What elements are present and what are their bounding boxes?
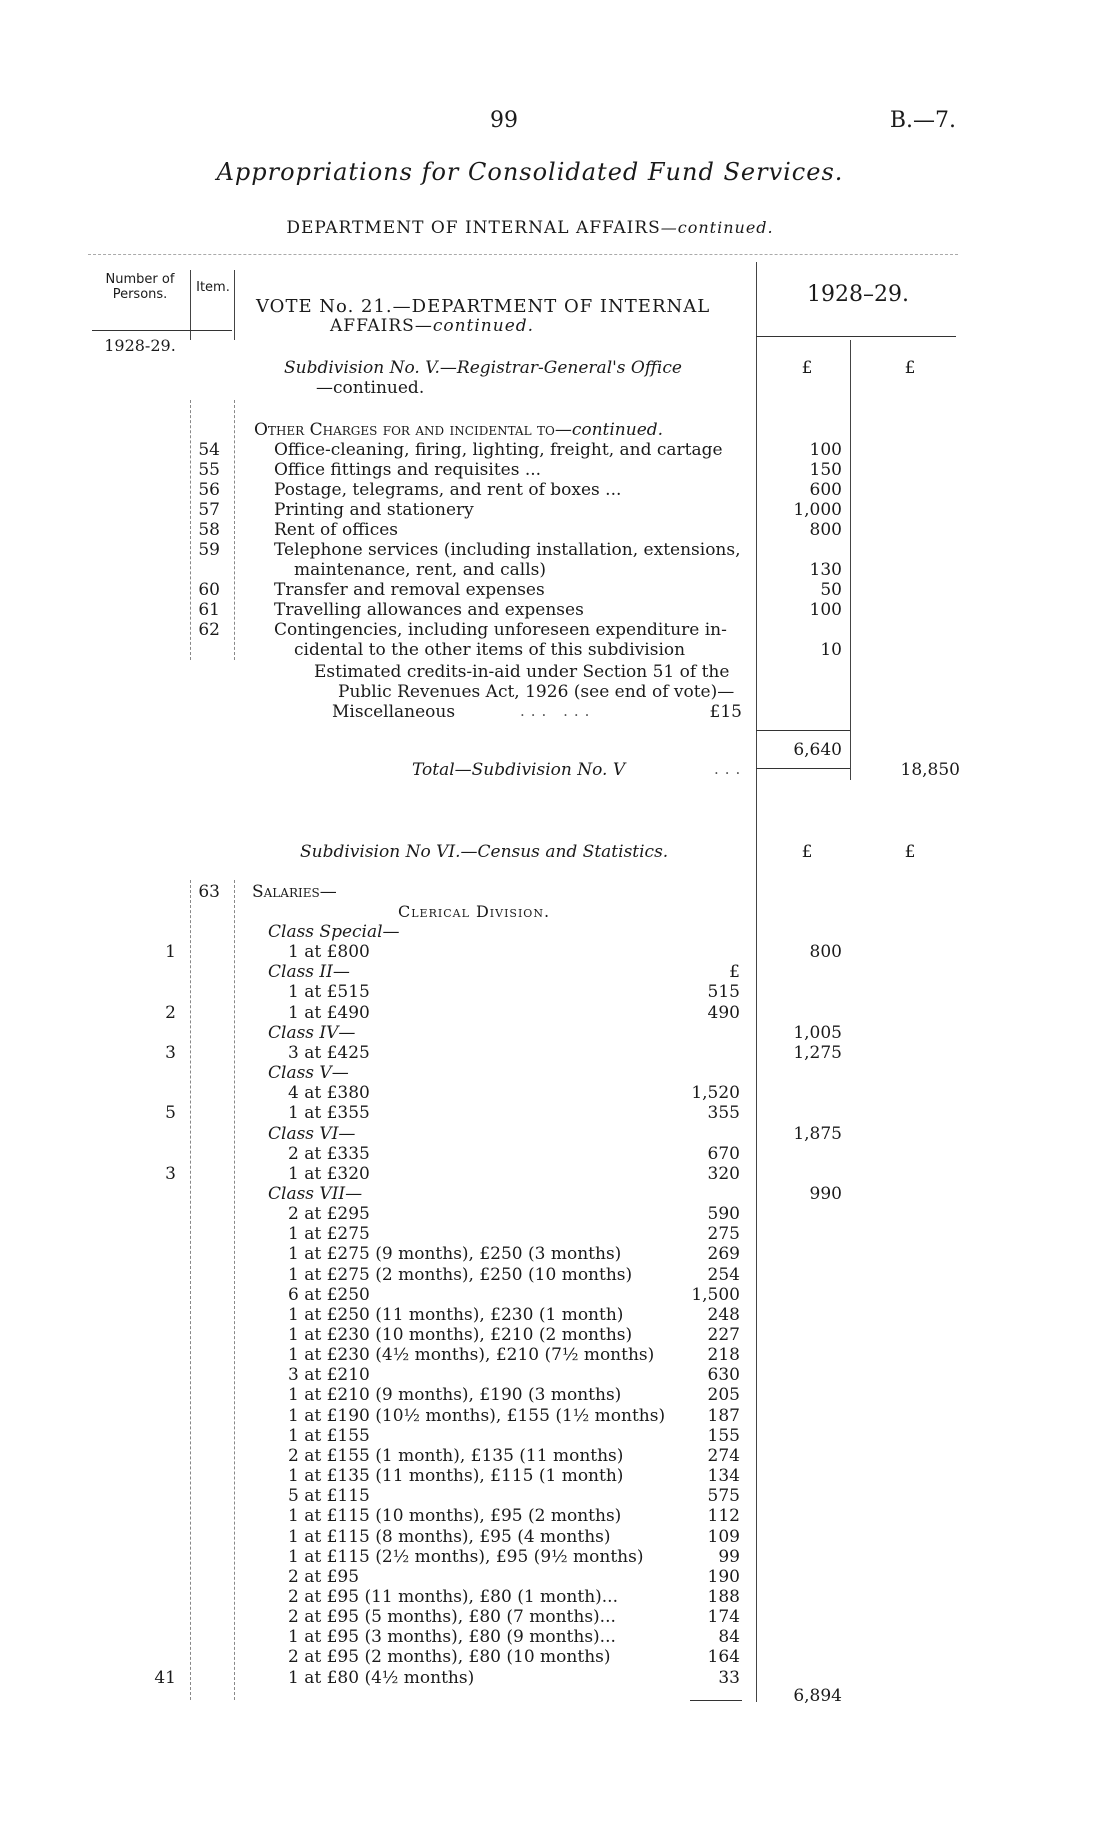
sub6-salary-line: 1 at £275 (2 months), £250 (10 months)	[288, 1265, 633, 1285]
sub5-item-label: Office fittings and requisites ...	[274, 460, 542, 480]
sub6-salary-line: 1 at £135 (11 months), £115 (1 month)	[288, 1466, 624, 1486]
document-reference: B.—7.	[889, 108, 956, 133]
sub6-amount	[760, 1446, 842, 1466]
sub6-inner-amount: 515	[707, 982, 740, 1002]
sub6-inner-amount	[670, 1043, 740, 1063]
sub6-persons-count	[120, 1527, 176, 1547]
sub6-persons-count	[120, 1365, 176, 1385]
vote-heading-line1: VOTE No. 21.—DEPARTMENT OF INTERNAL	[256, 296, 711, 317]
sub5-item-label: Transfer and removal expenses	[274, 580, 545, 600]
sub6-amount	[760, 1527, 842, 1547]
sub5-item-label: Rent of offices	[274, 520, 399, 540]
credits-line2: Public Revenues Act, 1926 (see end of vote)—	[338, 682, 735, 702]
sub6-salary-line: 2 at £95 (2 months), £80 (10 months)	[288, 1647, 611, 1667]
other-charges-continued: —continued.	[554, 420, 664, 440]
sub6-persons-count	[120, 1063, 176, 1083]
sub6-persons-count: 1	[165, 942, 176, 962]
sub6-amount	[760, 1103, 842, 1123]
sub5-item-number	[190, 560, 220, 580]
other-charges-heading	[254, 420, 663, 440]
sub6-inner-amount	[670, 922, 740, 942]
sub5-item-amount: 600	[809, 480, 842, 500]
sub5-item-label: Printing and stationery	[274, 500, 474, 520]
sub6-salary-line: 1 at £115 (10 months), £95 (2 months)	[288, 1506, 622, 1526]
sub6-salary-line: 2 at £95 (11 months), £80 (1 month)...	[288, 1587, 618, 1607]
sub6-amount	[760, 1083, 842, 1103]
sub6-amount	[760, 1607, 842, 1627]
col-divider-item-header	[234, 270, 235, 340]
sub6-persons-count	[120, 1265, 176, 1285]
sub6-inner-amount: 174	[707, 1607, 740, 1627]
sub6-inner-amount: 227	[707, 1325, 740, 1345]
credits-line1: Estimated credits-in-aid under Section 51 of the	[314, 662, 730, 682]
sub6-persons-count	[120, 982, 176, 1002]
sub6-inner-amount: 187	[707, 1406, 740, 1426]
sub6-amount	[760, 1466, 842, 1486]
sub6-salary-line: 1 at £275	[288, 1224, 370, 1244]
sub6-amount	[760, 982, 842, 1002]
sub6-amount	[760, 1204, 842, 1224]
sub6-inner-amount: 490	[707, 1003, 740, 1023]
sub6-persons-count	[120, 1607, 176, 1627]
sub5-item-number	[190, 640, 220, 660]
sub6-salary-line: 1 at £115 (2½ months), £95 (9½ months)	[288, 1547, 644, 1567]
sub6-salary-line: 1 at £230 (4½ months), £210 (7½ months)	[288, 1345, 655, 1365]
sub6-salary-line: 1 at £250 (11 months), £230 (1 month)	[288, 1305, 624, 1325]
sub6-salary-line: 3 at £210	[288, 1365, 370, 1385]
sub6-salary-line: 1 at £230 (10 months), £210 (2 months)	[288, 1325, 633, 1345]
sub6-salary-line: 1 at £115 (8 months), £95 (4 months)	[288, 1527, 611, 1547]
sub6-amount: 1,275	[793, 1043, 842, 1063]
sub6-persons-count	[120, 1305, 176, 1325]
sub6-amount	[760, 962, 842, 982]
sub6-salary-line: 1 at £80 (4½ months)	[288, 1668, 475, 1688]
sub6-inner-amount: 320	[707, 1164, 740, 1184]
sub6-pound-col1: £	[801, 842, 813, 862]
sub6-persons-count	[120, 1406, 176, 1426]
sub6-amount: 800	[809, 942, 842, 962]
sub6-inner-amount	[670, 1023, 740, 1043]
sub5-item-number: 59	[198, 540, 220, 560]
sub6-persons-count	[120, 1647, 176, 1667]
department-name: DEPARTMENT OF INTERNAL AFFAIRS	[286, 218, 661, 238]
item-header: Item.	[196, 280, 230, 295]
sub6-amount	[760, 1325, 842, 1345]
department-heading	[0, 218, 1060, 238]
sub6-class-heading: Class IV—	[268, 1023, 356, 1043]
sub6-amount	[760, 1506, 842, 1526]
sub6-amount	[760, 1668, 842, 1688]
sub6-persons-count: 5	[165, 1103, 176, 1123]
sub6-amount	[760, 1647, 842, 1667]
sub5-item-label: Travelling allowances and expenses	[274, 600, 584, 620]
persons-header-rule	[92, 330, 232, 331]
sub6-inner-amount: 355	[707, 1103, 740, 1123]
sub6-persons-count	[120, 1486, 176, 1506]
sub6-amount	[760, 1305, 842, 1325]
page-title: Appropriations for Consolidated Fund Services.	[216, 158, 844, 186]
sub5-item-amount	[760, 620, 842, 640]
sub6-salary-line: 1 at £190 (10½ months), £155 (1½ months)	[288, 1406, 666, 1426]
sub5-item-amount	[760, 540, 842, 560]
sub6-salary-line: 1 at £490	[288, 1003, 370, 1023]
sub6-amount	[760, 1345, 842, 1365]
department-continued: —continued.	[660, 218, 774, 237]
sub5-pound-col1: £	[801, 358, 813, 378]
sub6-inner-amount: 1,520	[691, 1083, 740, 1103]
sub6-final-total: 6,894	[793, 1686, 842, 1706]
sub6-persons-count	[120, 1587, 176, 1607]
sub6-persons-count	[120, 1325, 176, 1345]
sub6-inner-amount: 248	[707, 1305, 740, 1325]
sub5-item-number: 62	[198, 620, 220, 640]
sub6-inner-amount: £	[729, 962, 740, 982]
sub6-inner-amount: 205	[707, 1385, 740, 1405]
credits-amount: £15	[709, 702, 742, 722]
sub6-class-heading: Class VI—	[268, 1124, 356, 1144]
sub6-salary-line: 1 at £320	[288, 1164, 370, 1184]
sub6-inner-amount: 275	[707, 1224, 740, 1244]
sub6-salary-line: 2 at £95 (5 months), £80 (7 months)...	[288, 1607, 616, 1627]
sub6-amount	[760, 1265, 842, 1285]
sub6-inner-amount: 1,500	[691, 1285, 740, 1305]
sub6-persons-count	[120, 1345, 176, 1365]
sub6-salary-line: 1 at £275 (9 months), £250 (3 months)	[288, 1244, 622, 1264]
sub6-inner-amount: 84	[718, 1627, 740, 1647]
sub6-salary-line: 1 at £355	[288, 1103, 370, 1123]
sub6-persons-count	[120, 1083, 176, 1103]
sub6-salary-line: 1 at £800	[288, 942, 370, 962]
sub6-inner-amount: 269	[707, 1244, 740, 1264]
sub6-persons-count: 2	[165, 1003, 176, 1023]
sub5-item-label: Telephone services (including installation, extensions,	[274, 540, 741, 560]
sub5-item-number: 54	[198, 440, 220, 460]
sub6-amount	[760, 1486, 842, 1506]
sub6-inner-amount: 254	[707, 1265, 740, 1285]
sub6-persons-count	[120, 1567, 176, 1587]
sub6-persons-count	[120, 1124, 176, 1144]
sub5-item-label: maintenance, rent, and calls)	[294, 560, 546, 580]
year-header: 1928–29.	[807, 282, 909, 307]
col-divider-persons-sub6	[190, 880, 191, 1700]
vote-heading-continued: —continued.	[414, 316, 535, 336]
sub5-item-number: 60	[198, 580, 220, 600]
sub5-item-number: 58	[198, 520, 220, 540]
sub6-salary-line: 5 at £115	[288, 1486, 370, 1506]
sub6-persons-count	[120, 1466, 176, 1486]
sub5-item-label: Contingencies, including unforeseen expenditure in-	[274, 620, 727, 640]
sub6-inner-amount	[670, 1124, 740, 1144]
sub6-amount	[760, 1244, 842, 1264]
sub6-salary-line: 1 at £155	[288, 1426, 370, 1446]
sub6-salary-line: 2 at £335	[288, 1144, 370, 1164]
sub6-salary-line: 1 at £210 (9 months), £190 (3 months)	[288, 1385, 622, 1405]
sub6-inner-amount: 670	[707, 1144, 740, 1164]
sub5-pound-col2: £	[904, 358, 916, 378]
sub6-amount	[760, 1003, 842, 1023]
sub5-item-amount: 100	[809, 600, 842, 620]
clerical-division-heading: Clerical Division.	[398, 902, 551, 921]
sub6-salary-line: 2 at £95	[288, 1567, 360, 1587]
sub6-salary-line: 6 at £250	[288, 1285, 370, 1305]
sub6-inner-amount: 188	[707, 1587, 740, 1607]
sub6-persons-count: 3	[165, 1164, 176, 1184]
sub6-amount	[760, 1567, 842, 1587]
sub5-total-amount: 18,850	[900, 760, 960, 780]
sub6-inner-amount: 99	[718, 1547, 740, 1567]
sub6-persons-count	[120, 1506, 176, 1526]
sub6-item-number: 63	[198, 882, 220, 902]
sub6-inner-amount: 630	[707, 1365, 740, 1385]
sub6-amount	[760, 1426, 842, 1446]
sub6-amount	[760, 922, 842, 942]
sub6-inner-amount: 33	[718, 1668, 740, 1688]
sub6-heading: Subdivision No VI.—Census and Statistics.	[300, 842, 669, 862]
sub6-inner-amount: 164	[707, 1647, 740, 1667]
sub5-item-number: 55	[198, 460, 220, 480]
sub6-amount	[760, 1285, 842, 1305]
sub6-salary-line: 4 at £380	[288, 1083, 370, 1103]
sub6-pound-col2: £	[904, 842, 916, 862]
credits-leader: ... ...	[520, 702, 596, 720]
sub6-persons-count	[120, 922, 176, 942]
sub6-amount: 1,875	[793, 1124, 842, 1144]
sub6-amount	[760, 1063, 842, 1083]
sub6-persons-count	[120, 962, 176, 982]
year-header-rule	[756, 336, 956, 337]
sub6-persons-count	[120, 1144, 176, 1164]
sub5-item-amount: 800	[809, 520, 842, 540]
persons-year: 1928-29.	[104, 336, 176, 355]
sub6-inner-amount: 274	[707, 1446, 740, 1466]
sub6-persons-count	[120, 1204, 176, 1224]
top-rule	[88, 254, 958, 255]
sub6-inner-amount	[670, 942, 740, 962]
sub5-item-number: 57	[198, 500, 220, 520]
col-divider-amount	[756, 262, 757, 1702]
sub6-inner-amount: 590	[707, 1204, 740, 1224]
sub6-inner-total-rule	[690, 1700, 742, 1701]
sub5-heading-continued: —continued.	[316, 378, 425, 398]
persons-header: Number of Persons.	[105, 272, 175, 302]
sub6-inner-amount: 112	[707, 1506, 740, 1526]
sub6-amount	[760, 1164, 842, 1184]
sub6-inner-amount: 575	[707, 1486, 740, 1506]
sub6-persons-count	[120, 1224, 176, 1244]
sub5-heading: Subdivision No. V.—Registrar-General's Office	[284, 358, 682, 378]
sub6-amount	[760, 1365, 842, 1385]
sub6-amount	[760, 1385, 842, 1405]
sub6-amount: 1,005	[793, 1023, 842, 1043]
sub6-amount	[760, 1406, 842, 1426]
sub5-total-leader: ...	[714, 760, 747, 778]
sub6-salary-line: 2 at £155 (1 month), £135 (11 months)	[288, 1446, 624, 1466]
sub6-inner-amount: 218	[707, 1345, 740, 1365]
sub5-item-amount: 130	[809, 560, 842, 580]
sub6-persons-count	[120, 1023, 176, 1043]
sub6-salary-line: 2 at £295	[288, 1204, 370, 1224]
sub6-class-heading: Class II—	[268, 962, 350, 982]
page-number: 99	[490, 108, 518, 133]
sub5-item-amount: 1,000	[793, 500, 842, 520]
sub6-persons-count	[120, 1446, 176, 1466]
sub6-inner-amount	[670, 1063, 740, 1083]
col-divider-total	[850, 340, 851, 780]
sub6-persons-count	[120, 1244, 176, 1264]
sub5-subtotal: 6,640	[793, 740, 842, 760]
sub6-amount: 990	[809, 1184, 842, 1204]
sub6-persons-count	[120, 1385, 176, 1405]
sub5-item-label: Office-cleaning, firing, lighting, freight, and cartage	[274, 440, 723, 460]
sub5-item-amount: 150	[809, 460, 842, 480]
sub6-persons-count: 41	[154, 1668, 176, 1688]
sub6-persons-count: 3	[165, 1043, 176, 1063]
sub6-persons-count	[120, 1547, 176, 1567]
sub6-salary-line: 1 at £515	[288, 982, 370, 1002]
sub5-item-label: cidental to the other items of this subdivision	[294, 640, 686, 660]
sub6-persons-count	[120, 1426, 176, 1446]
sub6-inner-amount: 155	[707, 1426, 740, 1446]
credits-line3: Miscellaneous	[332, 702, 456, 722]
sub6-inner-amount: 109	[707, 1527, 740, 1547]
sub6-amount	[760, 1144, 842, 1164]
sub5-total-label: Total—Subdivision No. V	[412, 760, 626, 780]
col-divider-item-sub5	[234, 400, 235, 660]
sub5-subtotal-rule-bottom	[756, 768, 850, 769]
sub6-class-heading: Class VII—	[268, 1184, 363, 1204]
sub6-inner-amount: 190	[707, 1567, 740, 1587]
salaries-heading: Salaries—	[252, 882, 337, 902]
sub6-inner-amount	[670, 1184, 740, 1204]
sub6-salary-line: 1 at £95 (3 months), £80 (9 months)...	[288, 1627, 616, 1647]
sub5-item-label: Postage, telegrams, and rent of boxes ...	[274, 480, 622, 500]
sub5-item-amount: 100	[809, 440, 842, 460]
sub6-amount	[760, 1627, 842, 1647]
sub6-persons-count	[120, 1285, 176, 1305]
sub5-item-amount: 50	[820, 580, 842, 600]
sub5-item-number: 56	[198, 480, 220, 500]
sub6-class-heading: Class V—	[268, 1063, 349, 1083]
vote-heading-affairs: AFFAIRS	[330, 316, 415, 336]
sub5-item-number: 61	[198, 600, 220, 620]
sub6-amount	[760, 1547, 842, 1567]
sub5-subtotal-rule-top	[756, 730, 850, 731]
sub6-salary-line: 3 at £425	[288, 1043, 370, 1063]
sub6-persons-count	[120, 1184, 176, 1204]
vote-heading-line2	[330, 316, 534, 336]
sub6-amount	[760, 1224, 842, 1244]
col-divider-item-sub6	[234, 880, 235, 1700]
sub6-inner-amount: 134	[707, 1466, 740, 1486]
sub6-amount	[760, 1587, 842, 1607]
sub6-persons-count	[120, 1627, 176, 1647]
sub6-class-heading: Class Special—	[268, 922, 400, 942]
other-charges-label: Other Charges for and incidental to	[254, 420, 555, 440]
sub5-item-amount: 10	[820, 640, 842, 660]
